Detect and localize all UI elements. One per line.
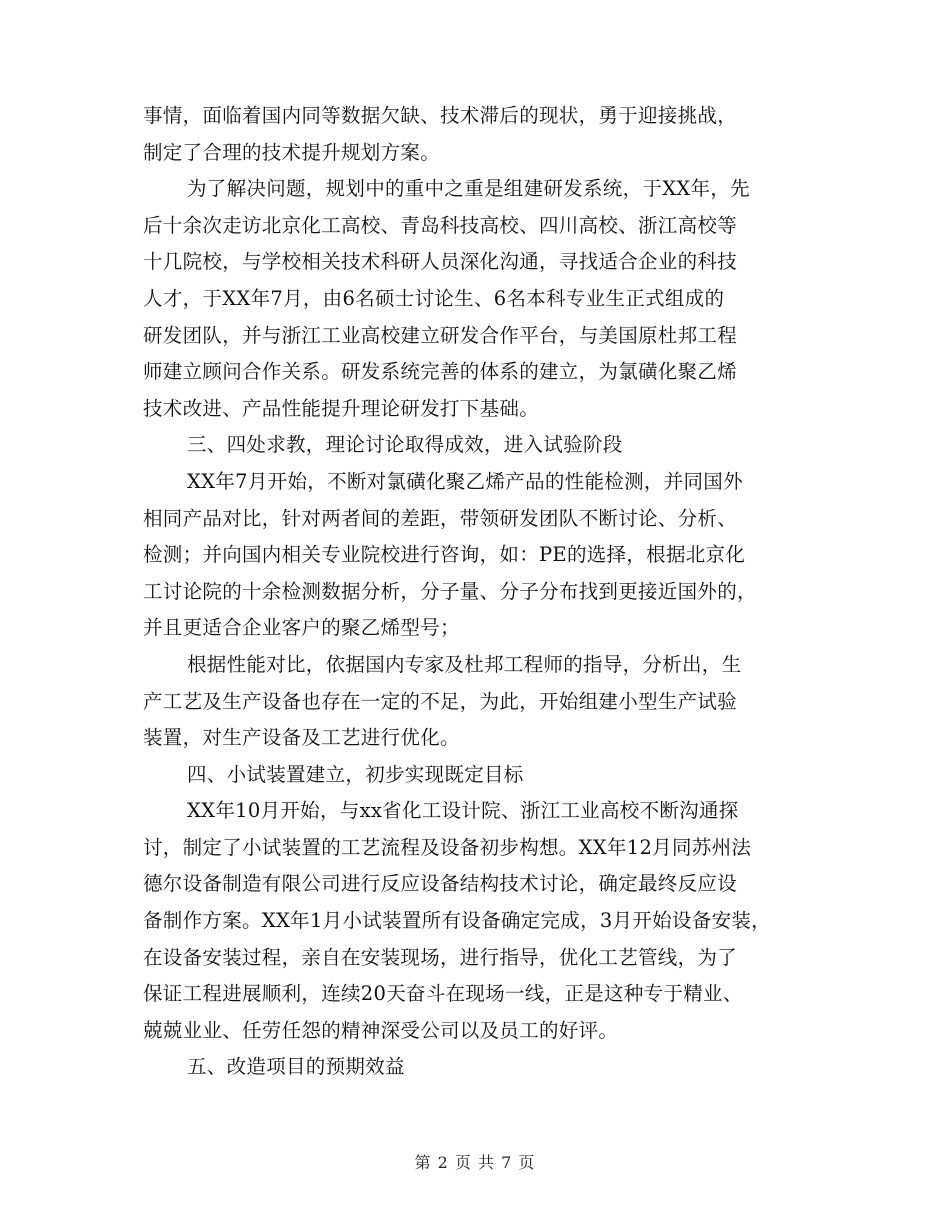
text-line: XX年7月开始，不断对氯磺化聚乙烯产品的性能检测，并同国外 — [187, 469, 743, 493]
text-line: 兢兢业业、任劳任怨的精神深受公司以及员工的好评。 — [143, 1018, 619, 1042]
text-line: 相同产品对比，针对两者间的差距，带领研发团队不断讨论、分析、 — [143, 506, 738, 530]
text-line: 为了解决问题，规划中的重中之重是组建研发系统，于XX年，先 — [187, 177, 750, 201]
text-line: 并且更适合企业客户的聚乙烯型号； — [143, 616, 460, 640]
text-line: 四、小试装置建立，初步实现既定目标 — [187, 762, 524, 786]
text-line: 在设备安装过程，亲自在安装现场，进行指导，优化工艺管线，为了 — [143, 945, 738, 969]
text-line: 德尔设备制造有限公司进行反应设备结构技术讨论，确定最终反应设 — [143, 872, 738, 896]
document-body — [143, 98, 813, 1086]
page-number-footer: 第 2 页 共 7 页 — [414, 1153, 536, 1172]
text-line: 保证工程进展顺利，连续20天奋斗在现场一线，正是这种专于精业、 — [143, 982, 743, 1006]
text-line: 根据性能对比，依据国内专家及杜邦工程师的指导，分析出，生 — [187, 652, 742, 676]
text-line: 制定了合理的技术提升规划方案。 — [143, 140, 441, 164]
text-line: 人才，于XX年7月，由6名硕士讨论生、6名本科专业生正式组成的 — [143, 286, 725, 310]
text-line: 检测；并向国内相关专业院校进行咨询，如：PE的选择，根据北京化 — [143, 543, 746, 567]
text-line: 讨，制定了小试装置的工艺流程及设备初步构想。XX年12月同苏州法 — [143, 835, 752, 859]
text-line: 备制作方案。XX年1月小试装置所有设备确定完成，3月开始设备安装， — [143, 909, 771, 933]
text-line: 三、四处求教，理论讨论取得成效，进入试验阶段 — [187, 433, 623, 457]
text-line: 装置，对生产设备及工艺进行优化。 — [143, 726, 460, 750]
text-line: 师建立顾问合作关系。研发系统完善的体系的建立，为氯磺化聚乙烯 — [143, 360, 738, 384]
text-line: 五、改造项目的预期效益 — [187, 1055, 405, 1079]
text-line: 产工艺及生产设备也存在一定的不足，为此，开始组建小型生产试验 — [143, 689, 738, 713]
text-line: XX年10月开始，与xx省化工设计院、浙江工业高校不断沟通探 — [187, 799, 739, 823]
text-line: 技术改进、产品性能提升理论研发打下基础。 — [143, 396, 540, 420]
text-line: 后十余次走访北京化工高校、青岛科技高校、四川高校、浙江高校等 — [143, 213, 738, 237]
text-line: 工讨论院的十余检测数据分析，分子量、分子分布找到更接近国外的， — [143, 579, 757, 603]
text-line: 事情，面临着国内同等数据欠缺、技术滞后的现状，勇于迎接挑战， — [143, 104, 738, 127]
text-line: 十几院校，与学校相关技术科研人员深化沟通，寻找适合企业的科技 — [143, 250, 738, 274]
text-line: 研发团队，并与浙江工业高校建立研发合作平台，与美国原杜邦工程 — [143, 323, 738, 347]
